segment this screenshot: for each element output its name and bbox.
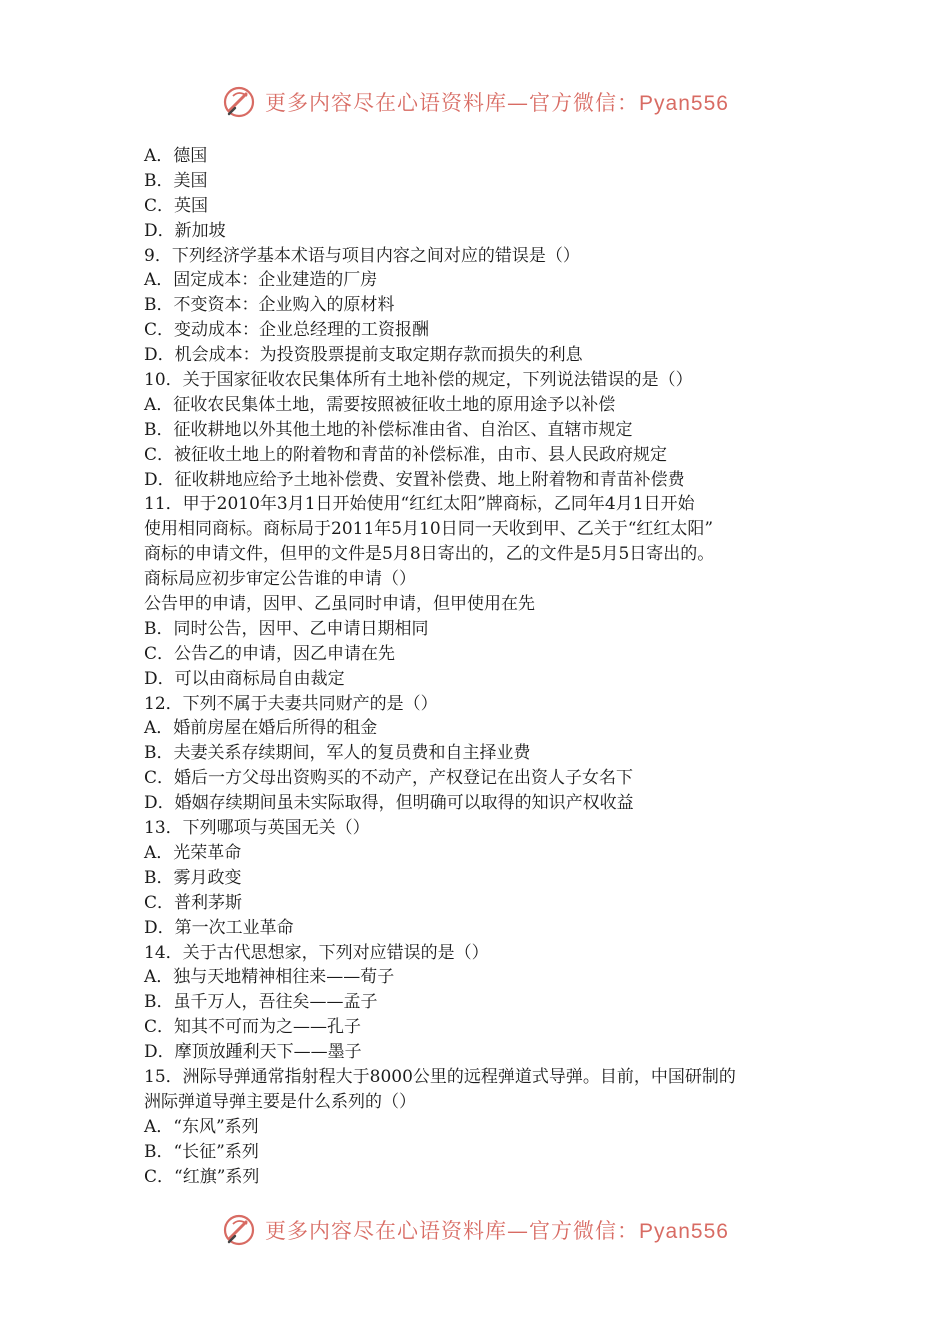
document-line: B．虽千万人，吾往矣——孟子 (144, 992, 378, 1013)
document-line: C．被征收土地上的附着物和青苗的补偿标准，由市、县人民政府规定 (144, 444, 668, 465)
document-line: B．夫妻关系存续期间，军人的复员费和自主择业费 (144, 743, 531, 764)
document-line: C．公告乙的申请，因乙申请在先 (144, 643, 396, 664)
document-line: 使用相同商标。商标局于2011年5月10日同一天收到甲、乙关于“红红太阳” (144, 519, 714, 540)
banner-text: 更多内容尽在心语资料库—官方微信：Pyan556 (265, 91, 729, 115)
document-line: 公告甲的申请，因甲、乙虽同时申请，但甲使用在先 (144, 594, 535, 615)
document-line: C．“红旗”系列 (144, 1166, 260, 1187)
document-line: C．普利茅斯 (144, 892, 243, 913)
footer-watermark-banner (0, 1208, 950, 1252)
document-line: A．固定成本：企业建造的厂房 (144, 270, 378, 291)
document-line: B．不变资本：企业购入的原材料 (144, 295, 395, 316)
document-line: 商标的申请文件，但甲的文件是5月8日寄出的，乙的文件是5月5日寄出的。 (144, 544, 715, 565)
document-line: 12．下列不属于夫妻共同财产的是（） (144, 693, 438, 714)
document-line: 洲际弹道导弹主要是什么系列的（） (144, 1091, 416, 1112)
seal-logo-icon (221, 84, 257, 120)
document-line: A．德国 (144, 146, 208, 166)
document-body (144, 144, 814, 1189)
document-line: 10．关于国家征收农民集体所有土地补偿的规定，下列说法错误的是（） (144, 370, 693, 391)
document-line: D．机会成本：为投资股票提前支取定期存款而损失的利息 (144, 345, 583, 366)
document-line: B．征收耕地以外其他土地的补偿标准由省、自治区、直辖市规定 (144, 419, 633, 440)
document-line: B．同时公告，因甲、乙申请日期相同 (144, 618, 429, 639)
document-line: 商标局应初步审定公告谁的申请（） (144, 569, 416, 590)
document-line: A．婚前房屋在婚后所得的租金 (144, 718, 378, 739)
document-line: C．婚后一方父母出资购买的不动产，产权登记在出资人子女名下 (144, 768, 634, 789)
document-line: A．独与天地精神相往来——荀子 (144, 967, 395, 988)
document-line: C．知其不可而为之——孔子 (144, 1017, 362, 1038)
document-line: D．新加坡 (144, 220, 226, 241)
document-line: A．“东风”系列 (144, 1116, 259, 1137)
header-watermark-banner (0, 80, 950, 124)
document-line: 14．关于古代思想家，下列对应错误的是（） (144, 942, 489, 963)
document-line: A．光荣革命 (144, 842, 242, 863)
document-line: D．婚姻存续期间虽未实际取得，但明确可以取得的知识产权收益 (144, 793, 634, 814)
document-line: C．英国 (144, 195, 209, 216)
document-line: 13．下列哪项与英国无关（） (144, 818, 370, 839)
banner-text: 更多内容尽在心语资料库—官方微信：Pyan556 (265, 1219, 729, 1243)
document-line: D．第一次工业革命 (144, 917, 294, 938)
document-line: 9．下列经济学基本术语与项目内容之间对应的错误是（） (144, 245, 580, 266)
document-line: D．摩顶放踵利天下——墨子 (144, 1042, 362, 1063)
document-line: C．变动成本：企业总经理的工资报酬 (144, 320, 430, 341)
document-line: D．征收耕地应给予土地补偿费、安置补偿费、地上附着物和青苗补偿费 (144, 469, 685, 490)
document-line: B．“长征”系列 (144, 1141, 259, 1162)
document-line: A．征收农民集体土地，需要按照被征收土地的原用途予以补偿 (144, 394, 616, 415)
document-line: D．可以由商标局自由裁定 (144, 668, 345, 689)
seal-logo-icon (221, 1212, 257, 1248)
document-line: 15．洲际导弹通常指射程大于8000公里的远程弹道式导弹。目前，中国研制的 (144, 1066, 736, 1087)
document-line: B．雾月政变 (144, 867, 242, 888)
document-line: 11．甲于2010年3月1日开始使用“红红太阳”牌商标，乙同年4月1日开始 (144, 494, 695, 515)
document-line: B．美国 (144, 170, 208, 191)
